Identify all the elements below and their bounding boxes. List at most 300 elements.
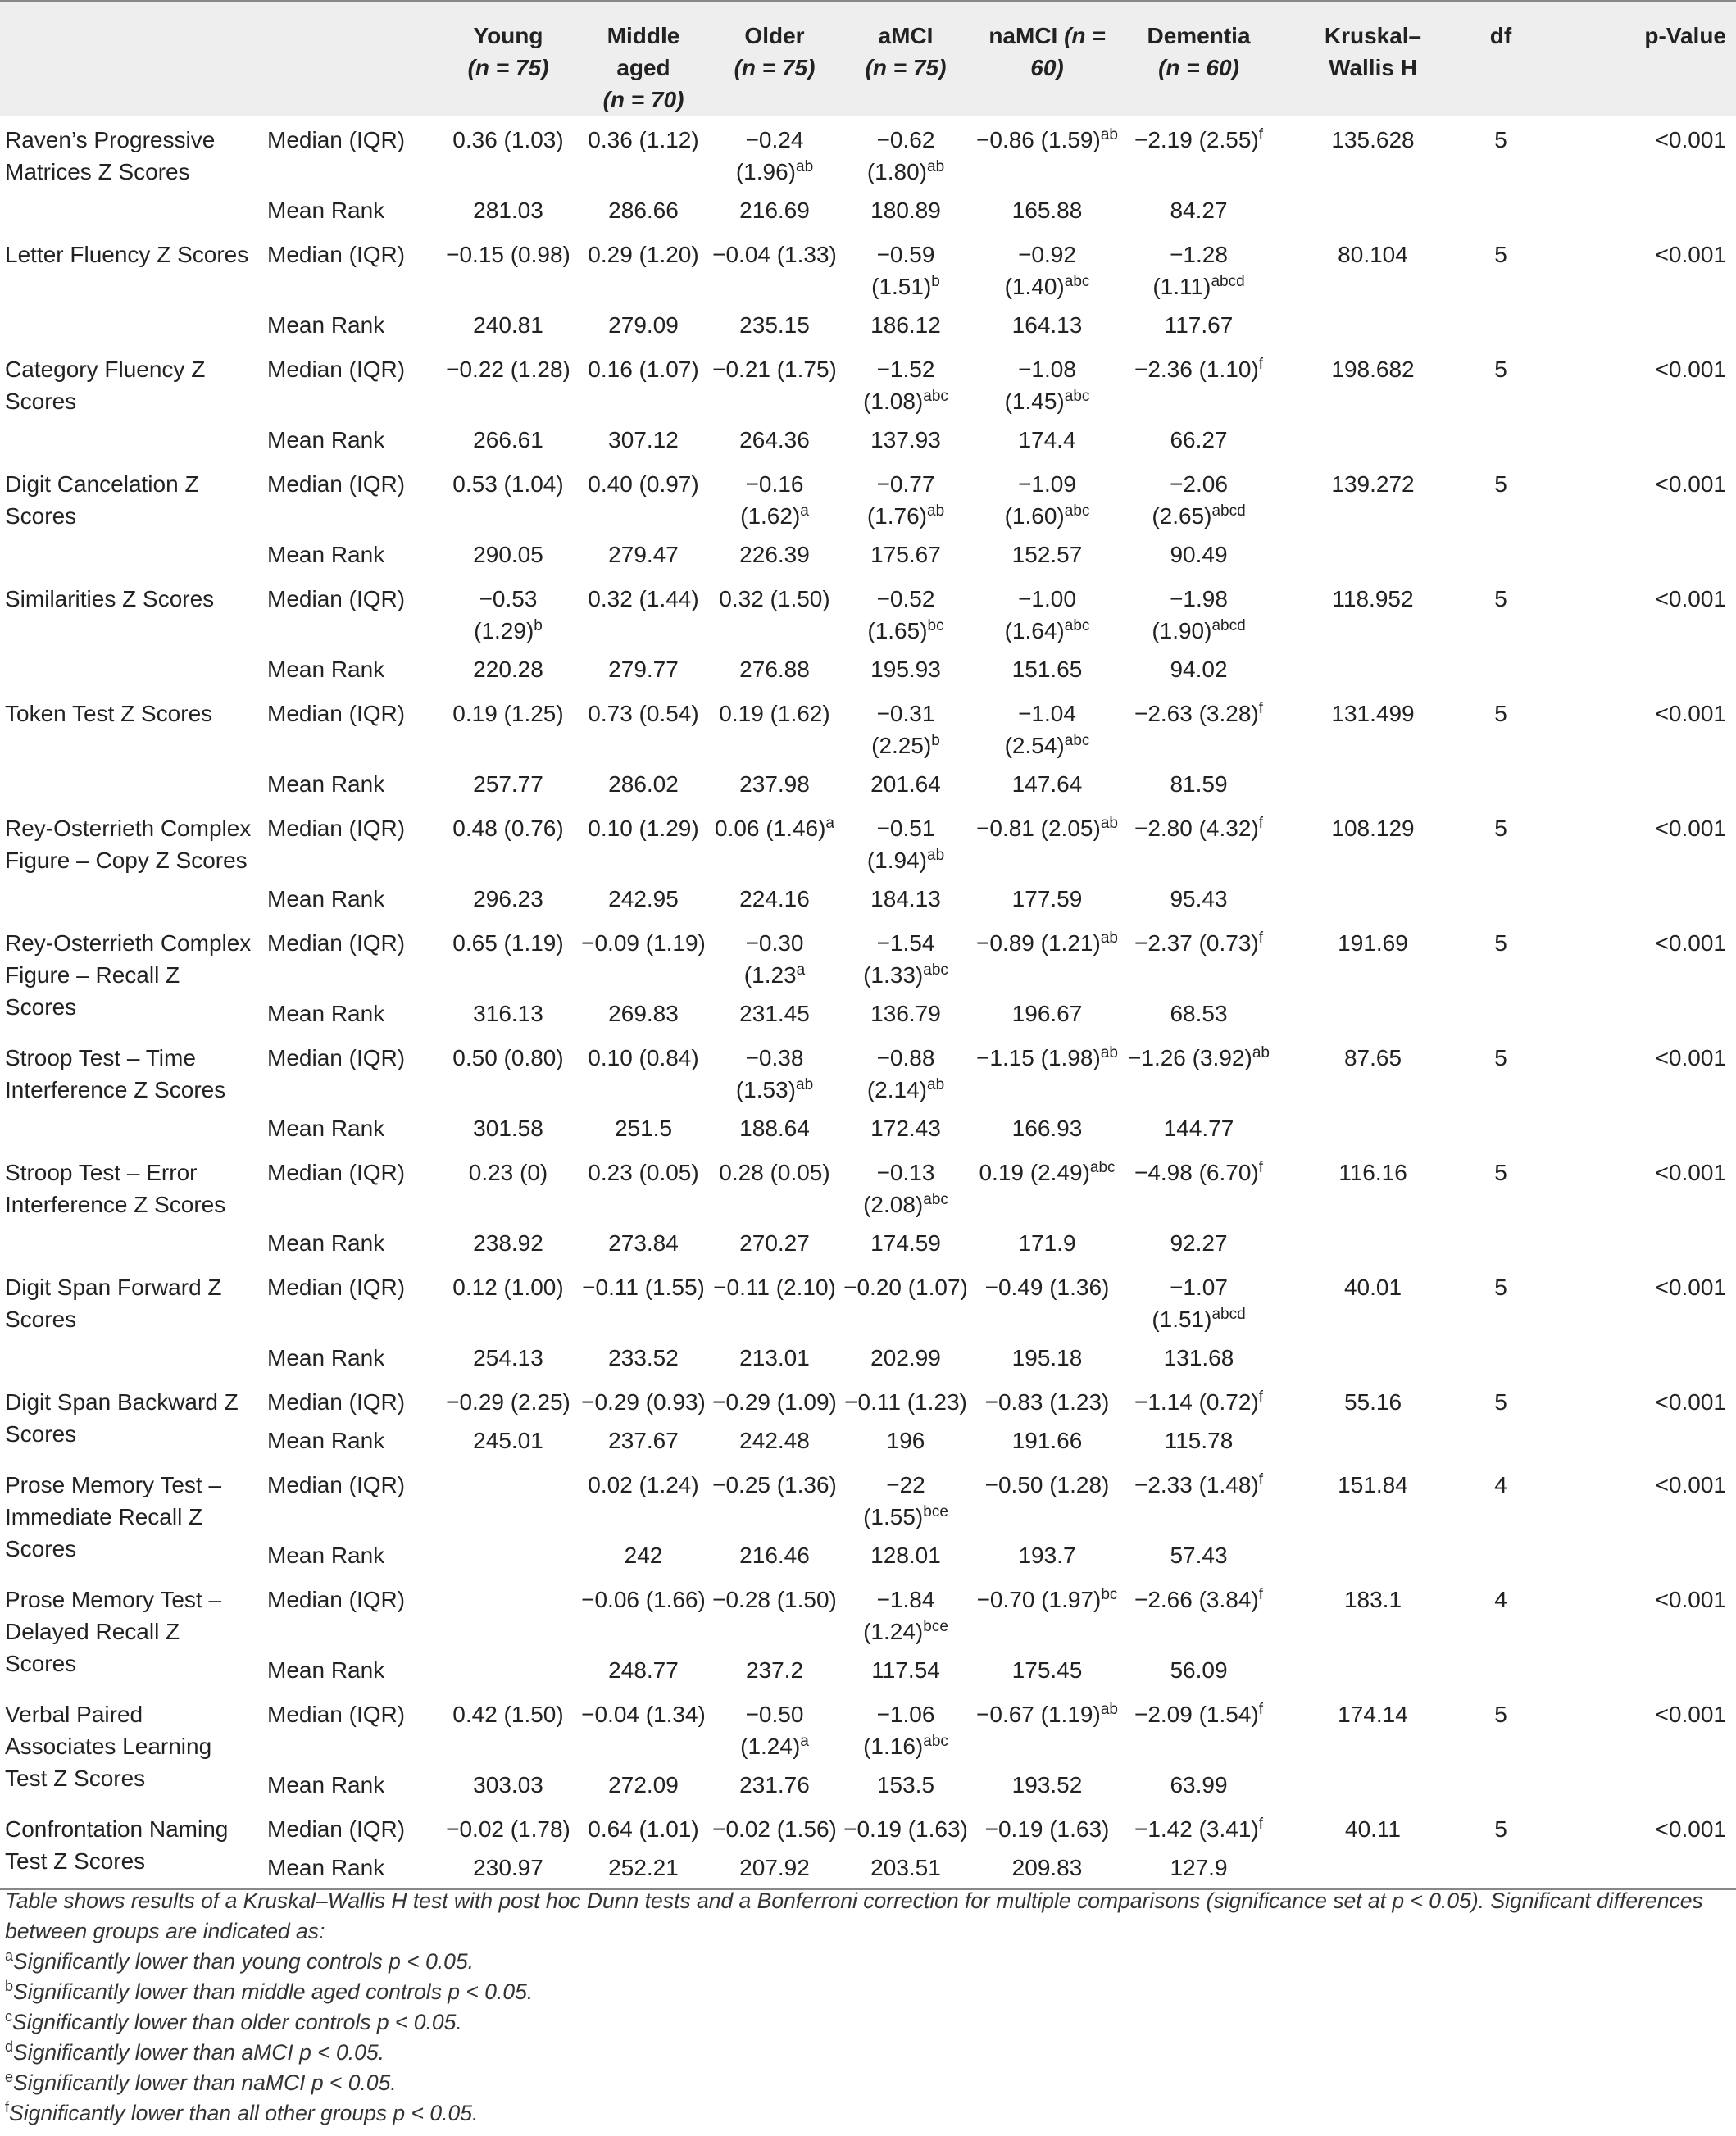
mean-rank-older: 242.48 bbox=[739, 1428, 810, 1453]
header-middle-aged-n: (n = 70) bbox=[602, 87, 684, 112]
empty-cell bbox=[1275, 1418, 1471, 1461]
median-cell-young bbox=[439, 805, 578, 876]
mean-rank-middle-aged: 252.21 bbox=[578, 1845, 709, 1889]
median-value: −0.19 (1.63) bbox=[843, 1816, 968, 1842]
mean-rank-dementia: 57.43 bbox=[1170, 1543, 1228, 1568]
p-value: <0.001 bbox=[1655, 1045, 1726, 1070]
median-value: −0.88 (2.14) bbox=[866, 1045, 935, 1102]
header-middle-aged-name: Middle aged bbox=[607, 23, 680, 80]
measure-name: Verbal Paired Associates Learning Test Z Scores bbox=[5, 1702, 212, 1791]
empty-cell bbox=[1471, 761, 1530, 805]
measure-name: Rey-Osterrieth Complex Figure – Copy Z Scores bbox=[5, 816, 252, 873]
measure-name: Letter Fluency Z Scores bbox=[5, 242, 249, 267]
median-cell-young bbox=[439, 920, 578, 991]
kruskal-wallis-h-value: 198.682 bbox=[1331, 357, 1415, 382]
median-cell-young bbox=[439, 1576, 578, 1647]
df-value: 5 bbox=[1494, 816, 1507, 841]
empty-cell bbox=[1471, 188, 1530, 231]
p-value: <0.001 bbox=[1655, 816, 1726, 841]
median-cell-young bbox=[439, 1149, 578, 1220]
stat-label-mean-rank: Mean Rank bbox=[267, 1657, 385, 1683]
mean-rank-namci: 147.64 bbox=[1011, 771, 1083, 797]
median-cell-namci bbox=[971, 1461, 1123, 1533]
significance-marker: b bbox=[931, 273, 940, 290]
stat-label-mean-rank: Mean Rank bbox=[267, 886, 385, 911]
significance-marker: abc bbox=[923, 1191, 948, 1208]
p-value: <0.001 bbox=[1655, 1275, 1726, 1300]
table-row-mean-rank bbox=[0, 647, 1736, 690]
mean-rank-middle-aged: 286.66 bbox=[608, 198, 679, 223]
median-cell-amci bbox=[840, 1691, 971, 1762]
mean-rank-amci: 186.12 bbox=[870, 312, 941, 338]
kruskal-wallis-h-value: 135.628 bbox=[1331, 127, 1415, 152]
mean-rank-amci: 195.93 bbox=[870, 657, 941, 682]
measure-name: Prose Memory Test – Immediate Recall Z Scores bbox=[5, 1472, 222, 1561]
empty-cell bbox=[1275, 417, 1471, 461]
significance-marker: ab bbox=[1100, 1701, 1118, 1718]
median-cell-dementia bbox=[1123, 346, 1275, 417]
table-row-mean-rank bbox=[0, 532, 1736, 575]
empty-cell bbox=[1471, 1106, 1530, 1149]
median-cell-middle-aged bbox=[578, 1576, 709, 1647]
p-value: <0.001 bbox=[1655, 1472, 1726, 1497]
mean-rank-young: 303.03 bbox=[473, 1772, 543, 1797]
empty-cell bbox=[1275, 1220, 1471, 1264]
mean-rank-amci: 202.99 bbox=[870, 1345, 941, 1370]
median-value: −1.14 (0.72) bbox=[1134, 1389, 1259, 1415]
header-namci-name: naMCI bbox=[988, 23, 1058, 48]
median-cell-amci bbox=[840, 920, 971, 991]
df-value: 5 bbox=[1494, 930, 1507, 956]
mean-rank-amci: 201.64 bbox=[870, 771, 941, 797]
empty-cell bbox=[1275, 188, 1471, 231]
header-statistic bbox=[261, 1, 439, 116]
mean-rank-older: 231.76 bbox=[739, 1772, 810, 1797]
median-cell-older bbox=[709, 1461, 840, 1533]
mean-rank-namci: 193.52 bbox=[1011, 1772, 1083, 1797]
p-value: <0.001 bbox=[1655, 930, 1726, 956]
median-value: −1.28 (1.11) bbox=[1152, 242, 1228, 299]
significance-marker: a bbox=[800, 1733, 809, 1750]
header-namci-n: (n = 60) bbox=[1030, 23, 1106, 80]
empty-cell bbox=[1275, 532, 1471, 575]
median-cell-older bbox=[709, 1806, 840, 1845]
mean-rank-young: 296.23 bbox=[473, 886, 543, 911]
stat-label-mean-rank: Mean Rank bbox=[267, 1001, 385, 1026]
footnote-intro: Table shows results of a Kruskal–Wallis H test with post hoc Dunn tests and a Bonferroni correction for multiple comparisons (significance set at p < 0.05). Significant differences between groups are indicated as: bbox=[5, 1888, 1703, 1943]
significance-marker: b bbox=[931, 732, 940, 749]
median-cell-amci bbox=[840, 690, 971, 761]
median-value: −0.83 (1.23) bbox=[984, 1389, 1110, 1415]
stat-label-mean-rank: Mean Rank bbox=[267, 1230, 385, 1256]
mean-rank-dementia: 115.78 bbox=[1164, 1428, 1234, 1453]
median-value: 0.32 (1.44) bbox=[588, 586, 699, 611]
significance-marker: abc bbox=[1089, 1159, 1116, 1176]
significance-marker: f bbox=[1258, 126, 1264, 143]
median-cell-older bbox=[709, 1576, 840, 1647]
df-value: 5 bbox=[1494, 357, 1507, 382]
median-cell-dementia bbox=[1123, 116, 1275, 189]
median-cell-middle-aged bbox=[578, 1806, 709, 1845]
median-cell-dementia bbox=[1123, 1379, 1275, 1418]
median-cell-dementia bbox=[1123, 1264, 1275, 1335]
median-cell-dementia bbox=[1123, 1576, 1275, 1647]
median-cell-older bbox=[709, 116, 840, 189]
mean-rank-namci: 196.67 bbox=[1011, 1001, 1083, 1026]
mean-rank-middle-aged: 269.83 bbox=[608, 1001, 679, 1026]
df-value: 5 bbox=[1494, 1160, 1507, 1185]
df-value: 5 bbox=[1494, 1389, 1507, 1415]
median-cell-middle-aged bbox=[578, 1691, 709, 1762]
header-dementia bbox=[1123, 1, 1275, 116]
median-cell-older bbox=[709, 461, 840, 532]
median-value: −0.25 (1.36) bbox=[712, 1472, 837, 1497]
median-cell-young bbox=[439, 1691, 578, 1762]
table-row-median bbox=[0, 1149, 1736, 1220]
header-row bbox=[0, 1, 1736, 116]
mean-rank-older: 235.15 bbox=[739, 312, 810, 338]
median-value: −0.50 (1.28) bbox=[984, 1472, 1110, 1497]
footnote-item bbox=[5, 1977, 1726, 2007]
table-row-median bbox=[0, 1264, 1736, 1335]
median-cell-dementia bbox=[1123, 1461, 1275, 1533]
significance-marker: ab bbox=[927, 847, 945, 864]
median-cell-amci bbox=[840, 1806, 971, 1845]
header-kw-line2: Wallis H bbox=[1329, 55, 1417, 80]
mean-rank-dementia: 90.49 bbox=[1170, 542, 1228, 567]
empty-cell bbox=[1471, 1647, 1530, 1691]
median-value: −0.13 (2.08) bbox=[863, 1160, 935, 1217]
footnote-item bbox=[5, 1947, 1726, 1977]
empty-cell bbox=[1530, 302, 1736, 346]
footnote-text: Significantly lower than all other groups p < 0.05. bbox=[9, 2101, 479, 2125]
median-cell-amci bbox=[840, 116, 971, 189]
median-cell-middle-aged bbox=[578, 575, 709, 647]
mean-rank-young: 316.13 bbox=[473, 1001, 543, 1026]
significance-marker: ab bbox=[1100, 815, 1118, 832]
table-row-median bbox=[0, 346, 1736, 417]
significance-marker: abcd bbox=[1211, 502, 1246, 520]
stat-label-median: Median (IQR) bbox=[267, 1702, 406, 1727]
footnote-mark: d bbox=[5, 2038, 14, 2055]
mean-rank-namci: 165.88 bbox=[1011, 198, 1083, 223]
significance-marker: abcd bbox=[1211, 617, 1246, 634]
median-value: −0.21 (1.75) bbox=[712, 357, 837, 382]
median-value: −0.15 (0.98) bbox=[446, 242, 570, 267]
median-cell-dementia bbox=[1123, 690, 1275, 761]
median-cell-older bbox=[709, 1034, 840, 1106]
table-footnote bbox=[5, 1886, 1726, 2129]
significance-marker: abc bbox=[1064, 732, 1090, 749]
median-value: 0.73 (0.54) bbox=[588, 701, 699, 726]
median-cell-amci bbox=[840, 231, 971, 302]
median-cell-namci bbox=[971, 575, 1123, 647]
measure-name: Confrontation Naming Test Z Scores bbox=[0, 1806, 261, 1889]
table-row-median bbox=[0, 805, 1736, 876]
significance-marker: abc bbox=[1064, 273, 1090, 290]
median-value: −0.02 (1.56) bbox=[712, 1816, 837, 1842]
kruskal-wallis-h-value: 80.104 bbox=[1338, 242, 1408, 267]
empty-cell bbox=[1530, 1845, 1736, 1889]
median-cell-middle-aged bbox=[578, 805, 709, 876]
empty-cell bbox=[1530, 1335, 1736, 1379]
stat-label-median: Median (IQR) bbox=[267, 930, 406, 956]
empty-cell bbox=[1275, 1106, 1471, 1149]
median-value: −0.77 (1.76) bbox=[866, 471, 935, 529]
median-value: 0.29 (1.20) bbox=[588, 242, 699, 267]
empty-cell bbox=[1275, 991, 1471, 1034]
significance-marker: abc bbox=[923, 961, 948, 979]
p-value: <0.001 bbox=[1655, 1816, 1726, 1842]
stat-label-mean-rank: Mean Rank bbox=[267, 1116, 385, 1141]
mean-rank-young bbox=[439, 1647, 578, 1691]
median-cell-amci bbox=[840, 1149, 971, 1220]
df-value: 5 bbox=[1494, 471, 1507, 497]
median-value: −0.04 (1.34) bbox=[581, 1702, 706, 1727]
median-value: −2.19 (2.55) bbox=[1134, 127, 1259, 152]
significance-marker: bc bbox=[927, 617, 944, 634]
median-cell-young bbox=[439, 346, 578, 417]
mean-rank-amci: 180.89 bbox=[870, 198, 941, 223]
median-cell-namci bbox=[971, 346, 1123, 417]
table-row-median bbox=[0, 690, 1736, 761]
p-value: <0.001 bbox=[1655, 357, 1726, 382]
kruskal-wallis-h-value: 139.272 bbox=[1331, 471, 1415, 497]
mean-rank-amci: 196 bbox=[886, 1428, 925, 1453]
footnote-item bbox=[5, 2007, 1726, 2038]
median-value: 0.10 (0.84) bbox=[588, 1045, 699, 1070]
df-value: 5 bbox=[1494, 242, 1507, 267]
mean-rank-older: 231.45 bbox=[739, 1001, 810, 1026]
significance-marker: a bbox=[825, 815, 834, 832]
stat-label-median: Median (IQR) bbox=[267, 586, 406, 611]
stat-label-mean-rank: Mean Rank bbox=[267, 1543, 385, 1568]
mean-rank-namci: 177.59 bbox=[1011, 886, 1083, 911]
empty-cell bbox=[1530, 1647, 1736, 1691]
mean-rank-namci: 166.93 bbox=[1011, 1116, 1083, 1141]
empty-cell bbox=[1530, 1220, 1736, 1264]
significance-marker: a bbox=[800, 502, 809, 520]
median-cell-older bbox=[709, 575, 840, 647]
mean-rank-young bbox=[439, 1533, 578, 1576]
median-value: −1.52 (1.08) bbox=[863, 357, 935, 414]
median-cell-young bbox=[439, 231, 578, 302]
mean-rank-older: 216.46 bbox=[739, 1543, 810, 1568]
measure-name: Digit Span Forward Z Scores bbox=[5, 1275, 222, 1332]
median-cell-young bbox=[439, 1461, 578, 1533]
table-row-median bbox=[0, 116, 1736, 189]
median-cell-dementia bbox=[1123, 575, 1275, 647]
table-row-mean-rank bbox=[0, 876, 1736, 920]
empty-cell bbox=[1530, 188, 1736, 231]
median-value: −2.09 (1.54) bbox=[1134, 1702, 1259, 1727]
significance-marker: bce bbox=[923, 1618, 948, 1635]
median-cell-middle-aged bbox=[578, 231, 709, 302]
header-amci-name: aMCI bbox=[878, 23, 934, 48]
measure-name: Stroop Test – Time Interference Z Scores bbox=[5, 1045, 226, 1102]
significance-marker: f bbox=[1258, 1816, 1264, 1833]
median-cell-namci bbox=[971, 690, 1123, 761]
significance-marker: f bbox=[1258, 1701, 1264, 1718]
mean-rank-dementia: 63.99 bbox=[1170, 1772, 1228, 1797]
median-cell-amci bbox=[840, 1461, 971, 1533]
median-cell-namci bbox=[971, 461, 1123, 532]
table-body bbox=[0, 116, 1736, 1890]
median-value: −0.38 (1.53) bbox=[735, 1045, 804, 1102]
measure-name: Prose Memory Test – Delayed Recall Z Scores bbox=[5, 1587, 222, 1676]
measure-name: Token Test Z Scores bbox=[5, 701, 213, 726]
table-row-median bbox=[0, 1379, 1736, 1418]
median-cell-middle-aged bbox=[578, 461, 709, 532]
table-row-mean-rank bbox=[0, 1220, 1736, 1264]
median-value: 0.53 (1.04) bbox=[452, 471, 564, 497]
median-value: −1.15 (1.98) bbox=[976, 1045, 1101, 1070]
median-cell-amci bbox=[840, 1264, 971, 1335]
kruskal-wallis-h-value: 118.952 bbox=[1332, 586, 1414, 611]
median-cell-older bbox=[709, 1149, 840, 1220]
stat-label-median: Median (IQR) bbox=[267, 816, 406, 841]
median-value: −0.92 (1.40) bbox=[1004, 242, 1076, 299]
mean-rank-amci: 175.67 bbox=[870, 542, 941, 567]
median-value: −0.53 (1.29) bbox=[474, 586, 538, 643]
mean-rank-amci: 153.5 bbox=[876, 1772, 935, 1797]
stat-label-mean-rank: Mean Rank bbox=[267, 771, 385, 797]
median-cell-young bbox=[439, 575, 578, 647]
median-cell-middle-aged bbox=[578, 1379, 709, 1418]
df-value: 5 bbox=[1494, 701, 1507, 726]
table-row-mean-rank bbox=[0, 1335, 1736, 1379]
median-cell-dementia bbox=[1123, 231, 1275, 302]
table-row-mean-rank bbox=[0, 1647, 1736, 1691]
significance-marker: ab bbox=[927, 502, 945, 520]
mean-rank-older: 216.69 bbox=[739, 198, 810, 223]
median-cell-namci bbox=[971, 1264, 1123, 1335]
median-value: 0.32 (1.50) bbox=[719, 586, 830, 611]
significance-marker: f bbox=[1258, 700, 1264, 717]
median-value: 0.23 (0) bbox=[468, 1160, 548, 1185]
header-df: df bbox=[1471, 1, 1530, 116]
mean-rank-amci: 117.54 bbox=[871, 1657, 940, 1683]
median-cell-dementia bbox=[1123, 920, 1275, 991]
stat-label-median: Median (IQR) bbox=[267, 1045, 406, 1070]
header-p-value: p-Value bbox=[1530, 1, 1736, 116]
header-older bbox=[709, 1, 840, 116]
median-cell-namci bbox=[971, 1149, 1123, 1220]
mean-rank-namci: 152.57 bbox=[1011, 542, 1083, 567]
header-young-n: (n = 75) bbox=[467, 55, 549, 80]
df-value: 5 bbox=[1494, 1045, 1507, 1070]
median-cell-middle-aged bbox=[578, 1034, 709, 1106]
stat-label-mean-rank: Mean Rank bbox=[267, 427, 385, 452]
empty-cell bbox=[1471, 302, 1530, 346]
median-value: 0.48 (0.76) bbox=[452, 816, 564, 841]
median-value: −0.30 (1.23 bbox=[743, 930, 804, 988]
median-value: −0.89 (1.21) bbox=[976, 930, 1101, 956]
empty-cell bbox=[1530, 1106, 1736, 1149]
median-cell-young bbox=[439, 1379, 578, 1418]
p-value: <0.001 bbox=[1655, 701, 1726, 726]
median-cell-amci bbox=[840, 575, 971, 647]
mean-rank-namci: 175.45 bbox=[1011, 1657, 1083, 1683]
mean-rank-namci: 151.65 bbox=[1011, 657, 1083, 682]
header-middle-aged bbox=[578, 1, 709, 116]
kruskal-wallis-h-value: 116.16 bbox=[1338, 1160, 1407, 1185]
mean-rank-namci: 209.83 bbox=[971, 1845, 1123, 1889]
mean-rank-amci: 137.93 bbox=[870, 427, 941, 452]
mean-rank-dementia: 56.09 bbox=[1170, 1657, 1228, 1683]
empty-cell bbox=[1471, 647, 1530, 690]
measure-name: Rey-Osterrieth Complex Figure – Recall Z Scores bbox=[5, 930, 252, 1020]
footnote-item bbox=[5, 2068, 1726, 2098]
median-value: −22 (1.55) bbox=[863, 1472, 925, 1529]
measure-name: Similarities Z Scores bbox=[5, 586, 215, 611]
mean-rank-older: 237.2 bbox=[745, 1657, 804, 1683]
table-row-median bbox=[0, 1691, 1736, 1762]
mean-rank-dementia: 66.27 bbox=[1170, 427, 1228, 452]
empty-cell bbox=[1275, 876, 1471, 920]
median-value: −4.98 (6.70) bbox=[1134, 1160, 1259, 1185]
mean-rank-middle-aged: 279.09 bbox=[608, 312, 679, 338]
significance-marker: b bbox=[534, 617, 543, 634]
table-row-mean-rank bbox=[0, 761, 1736, 805]
mean-rank-young: 281.03 bbox=[473, 198, 543, 223]
table-row-mean-rank bbox=[0, 1533, 1736, 1576]
median-value: −0.24 (1.96) bbox=[735, 127, 804, 184]
median-cell-middle-aged bbox=[578, 920, 709, 991]
mean-rank-older: 276.88 bbox=[739, 657, 810, 682]
mean-rank-amci: 128.01 bbox=[870, 1543, 941, 1568]
measure-name: Category Fluency Z Scores bbox=[5, 357, 206, 414]
median-value: −0.16 (1.62) bbox=[740, 471, 804, 529]
stat-label-mean-rank: Mean Rank bbox=[267, 1428, 385, 1453]
median-value: 0.64 (1.01) bbox=[588, 1816, 699, 1842]
header-dementia-n: (n = 60) bbox=[1158, 55, 1239, 80]
mean-rank-amci: 203.51 bbox=[840, 1845, 971, 1889]
measure-name: Digit Cancelation Z Scores bbox=[5, 471, 199, 529]
median-value: 0.42 (1.50) bbox=[452, 1702, 564, 1727]
median-value: −1.09 (1.60) bbox=[1004, 471, 1076, 529]
measure-name: Raven’s Progressive Matrices Z Scores bbox=[5, 127, 216, 184]
table-row-median bbox=[0, 461, 1736, 532]
kruskal-wallis-h-value: 191.69 bbox=[1338, 930, 1408, 956]
empty-cell bbox=[1275, 1762, 1471, 1806]
empty-cell bbox=[1471, 876, 1530, 920]
table-row-median bbox=[0, 575, 1736, 647]
median-cell-middle-aged bbox=[578, 116, 709, 189]
mean-rank-dementia: 95.43 bbox=[1170, 886, 1228, 911]
kruskal-wallis-h-value: 183.1 bbox=[1343, 1587, 1402, 1612]
table-row-median bbox=[0, 1034, 1736, 1106]
significance-marker: abcd bbox=[1211, 273, 1245, 290]
empty-cell bbox=[1275, 647, 1471, 690]
mean-rank-middle-aged: 307.12 bbox=[608, 427, 679, 452]
median-cell-amci bbox=[840, 346, 971, 417]
median-value: −2.80 (4.32) bbox=[1134, 816, 1259, 841]
stat-label-median: Median (IQR) bbox=[267, 1275, 406, 1300]
header-kruskal-wallis bbox=[1275, 1, 1471, 116]
median-value: −0.31 (2.25) bbox=[871, 701, 935, 758]
empty-cell bbox=[1471, 991, 1530, 1034]
median-value: −0.29 (1.09) bbox=[712, 1389, 837, 1415]
median-value: −0.50 (1.24) bbox=[740, 1702, 804, 1759]
empty-cell bbox=[1530, 532, 1736, 575]
median-value: −0.70 (1.97) bbox=[976, 1587, 1102, 1612]
median-value: 0.10 (1.29) bbox=[588, 816, 699, 841]
mean-rank-young: 290.05 bbox=[473, 542, 543, 567]
median-value: 0.23 (0.05) bbox=[588, 1160, 699, 1185]
median-cell-young bbox=[439, 116, 578, 189]
mean-rank-young: 266.61 bbox=[473, 427, 543, 452]
